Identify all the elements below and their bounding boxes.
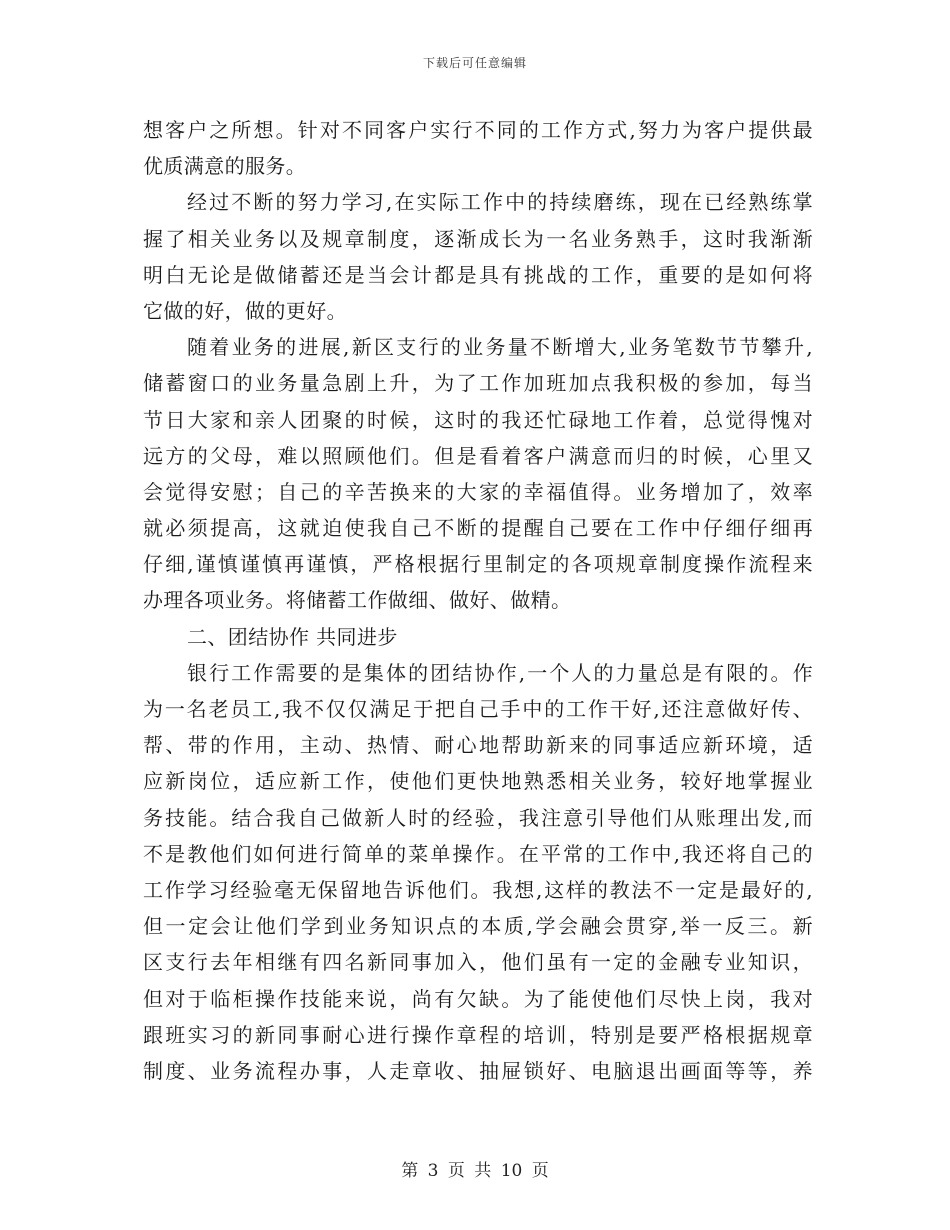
body-line: 随着业务的进展,新区支行的业务量不断增大,业务笔数节节攀升,: [187, 335, 813, 360]
body-line: 制度、业务流程办事，人走章收、抽屉锁好、电脑退出画面等等，养: [143, 1058, 813, 1083]
body-line: 工作学习经验毫无保留地告诉他们。我想,这样的教法不一定是最好的,: [143, 877, 813, 902]
body-line: 就必须提高，这就迫使我自己不断的提醒自己要在工作中仔细仔细再: [143, 516, 813, 541]
body-line: 不是教他们如何进行简单的菜单操作。在平常的工作中,我还将自己的: [143, 841, 813, 866]
body-line: 仔细,谨慎谨慎再谨慎，严格根据行里制定的各项规章制度操作流程来: [143, 552, 813, 577]
body-line: 银行工作需要的是集体的团结协作,一个人的力量总是有限的。作: [187, 660, 813, 685]
body-line: 节日大家和亲人团聚的时候，这时的我还忙碌地工作着，总觉得愧对: [143, 407, 813, 432]
section-heading: 二、团结协作 共同进步: [187, 624, 398, 649]
body-line: 经过不断的努力学习,在实际工作中的持续磨练，现在已经熟练掌: [187, 190, 813, 215]
body-line: 帮、带的作用，主动、热情、耐心地帮助新来的同事适应新环境，适: [143, 733, 813, 758]
body-line: 远方的父母，难以照顾他们。但是看着客户满意而归的时候，心里又: [143, 443, 813, 468]
body-line: 务技能。结合我自己做新人时的经验，我注意引导他们从账理出发,而: [143, 805, 813, 830]
body-line: 但对于临柜操作技能来说，尚有欠缺。为了能使他们尽快上岗，我对: [143, 986, 813, 1011]
body-line: 会觉得安慰；自己的辛苦换来的大家的幸福值得。业务增加了，效率: [143, 479, 813, 504]
page-number-footer: 第 3 页 共 10 页: [401, 1161, 549, 1181]
body-line: 但一定会让他们学到业务知识点的本质,学会融会贯穿,举一反三。新: [143, 914, 813, 939]
page-header: 下载后可任意编辑: [422, 56, 527, 70]
body-line: 为一名老员工,我不仅仅满足于把自己手中的工作干好,还注意做好传、: [143, 697, 813, 721]
document-body: [143, 112, 813, 1089]
body-line: 它做的好，做的更好。: [143, 298, 347, 323]
body-line: 优质满意的服务。: [143, 154, 307, 179]
body-line: 跟班实习的新同事耐心进行操作章程的培训，特别是要严格根据规章: [143, 1022, 813, 1047]
body-line: 办理各项业务。将储蓄工作做细、做好、做精。: [143, 588, 572, 613]
body-line: 握了相关业务以及规章制度，逐渐成长为一名业务熟手，这时我渐渐: [143, 226, 813, 251]
body-line: 区支行去年相继有四名新同事加入，他们虽有一定的金融专业知识，: [143, 950, 813, 975]
body-line: 应新岗位，适应新工作，使他们更快地熟悉相关业务，较好地掌握业: [143, 769, 813, 794]
body-line: 储蓄窗口的业务量急剧上升，为了工作加班加点我积极的参加，每当: [143, 371, 813, 396]
body-line: 明白无论是做储蓄还是当会计都是具有挑战的工作，重要的是如何将: [143, 262, 813, 287]
body-line: 想客户之所想。针对不同客户实行不同的工作方式,努力为客户提供最: [143, 118, 813, 142]
